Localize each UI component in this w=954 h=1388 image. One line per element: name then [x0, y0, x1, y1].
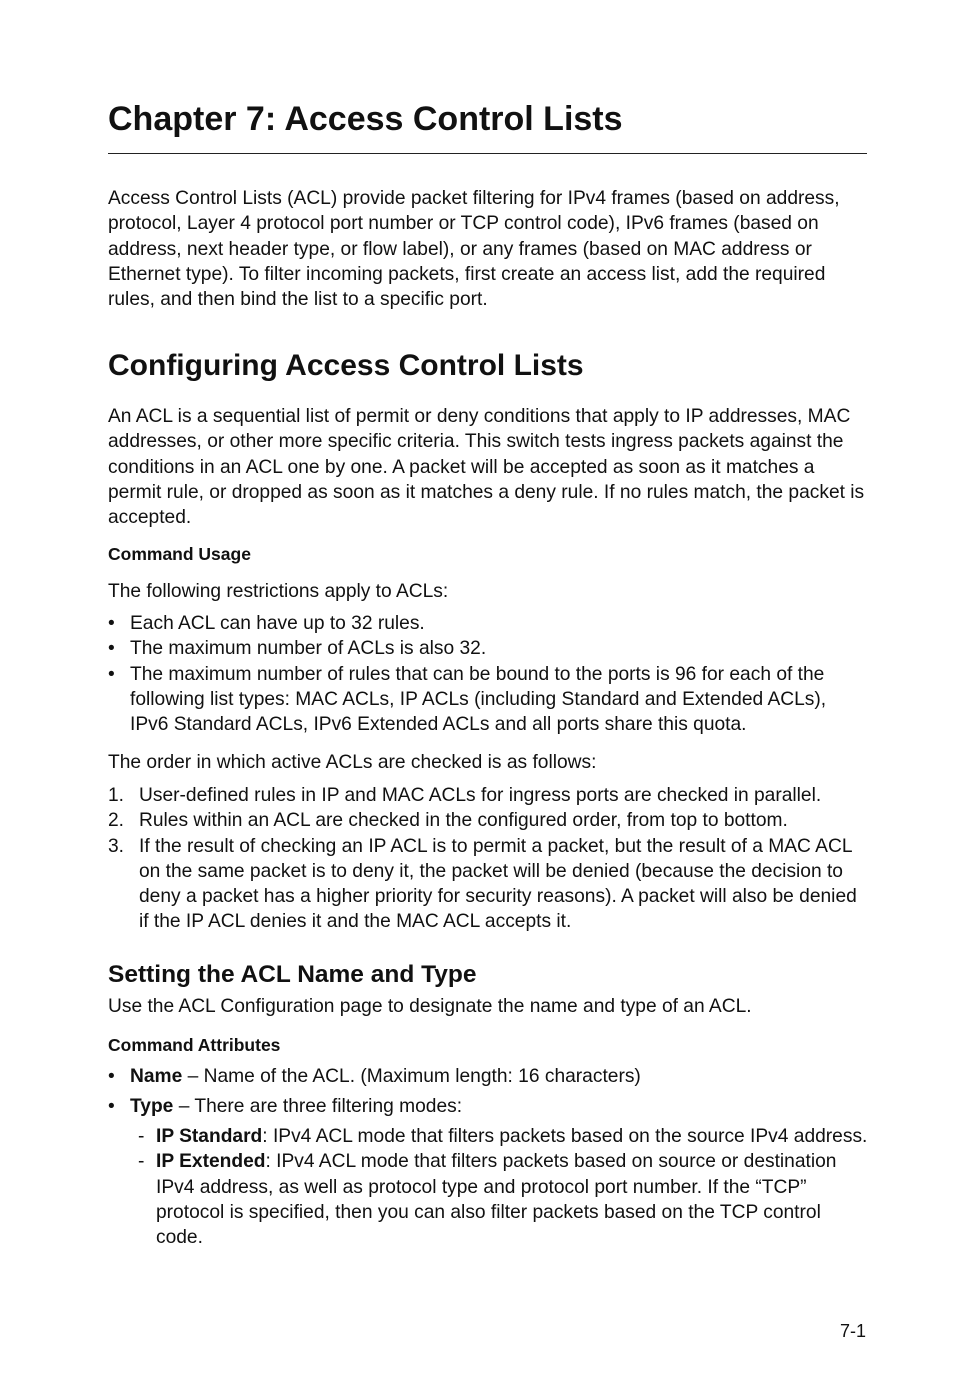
list-item — [108, 783, 868, 808]
mode-term: IP Standard — [156, 1126, 263, 1147]
chapter-divider — [108, 153, 867, 154]
section-heading-acl-name-type: Setting the ACL Name and Type — [108, 961, 477, 988]
command-attributes-heading: Command Attributes — [108, 1035, 281, 1055]
mode-desc: : IPv4 ACL mode that filters packets based on source or destination IPv4 address, as well as protocol type and protocol port number. If the “TCP” protocol is specified, then you can also filter packets based on the TCP control code. — [156, 1151, 837, 1249]
mode-desc: : IPv4 ACL mode that filters packets based on the source IPv4 address. — [262, 1126, 868, 1147]
list-item — [108, 808, 868, 833]
bullet-marker: • — [108, 663, 115, 685]
intro-paragraph: Access Control Lists (ACL) provide packet filtering for IPv4 frames (based on address, protocol, Layer 4 protocol port number or TCP control code), IPv6 frames (based on address, next header type, or flow label), or any frames (based on MAC address or Ethernet type). To filter incoming packets, first create an access list, add the required rules, and then bind the list to a specific port. — [108, 188, 840, 311]
list-item — [108, 611, 868, 636]
number-marker: 2. — [108, 810, 125, 832]
list-item — [108, 662, 868, 738]
dash-marker: - — [138, 1126, 145, 1147]
restrictions-intro: The following restrictions apply to ACLs: — [108, 581, 449, 602]
list-item-text: The maximum number of rules that can be bound to the ports is 96 for each of the following list types: MAC ACLs, IP ACLs (including Standard and Extended ACLs), IPv6 Standard ACLs, IPv6 Extended ACLs and all ports share this quota. — [130, 663, 827, 736]
bullet-marker: • — [108, 613, 115, 634]
list-item-text: Rules within an ACL are checked in the configured order, from top to bottom. — [139, 810, 788, 832]
restrictions-list — [108, 611, 868, 737]
bullet-marker: • — [108, 638, 115, 660]
attributes-list — [108, 1064, 868, 1120]
number-marker: 3. — [108, 835, 125, 857]
page-number: 7-1 — [840, 1321, 867, 1341]
section-heading-configuring-acls: Configuring Access Control Lists — [108, 349, 584, 382]
list-item-text: The maximum number of ACLs is also 32. — [130, 638, 487, 660]
list-item — [108, 1149, 868, 1250]
acl-config-description: Use the ACL Configuration page to designate the name and type of an ACL. — [108, 996, 752, 1017]
bullet-marker: • — [108, 1096, 115, 1118]
list-item — [108, 1124, 868, 1149]
dash-marker: - — [138, 1151, 145, 1173]
number-marker: 1. — [108, 785, 125, 806]
list-item-text: User-defined rules in IP and MAC ACLs for ingress ports are checked in parallel. — [139, 785, 822, 806]
mode-term: IP Extended — [156, 1151, 266, 1173]
order-intro: The order in which active ACLs are checked is as follows: — [108, 752, 597, 773]
attribute-desc-name: – Name of the ACL. (Maximum length: 16 characters) — [182, 1066, 641, 1087]
acl-description-paragraph: An ACL is a sequential list of permit or deny conditions that apply to IP addresses, MAC addresses, or other more specific criteria. This switch tests ingress packets against the conditions in an ACL one by one. A packet will be accepted as soon as it matches a permit rule, or dropped as soon as it matches a deny rule. If no rules match, the packet is accepted. — [108, 406, 865, 529]
filter-modes-list — [108, 1124, 868, 1250]
attribute-term-type: Type — [130, 1096, 174, 1118]
attribute-desc-type: – There are three filtering modes: — [173, 1096, 463, 1118]
bullet-marker: • — [108, 1066, 115, 1087]
list-item-text: Each ACL can have up to 32 rules. — [130, 613, 425, 634]
list-item — [108, 1094, 868, 1119]
attribute-term-name: Name — [130, 1066, 183, 1087]
list-item — [108, 1064, 868, 1089]
check-order-list — [108, 783, 868, 935]
list-item — [108, 636, 868, 661]
list-item-text: If the result of checking an IP ACL is to permit a packet, but the result of a MAC ACL on the same packet is to deny it, the packet will be denied (because the decision to deny a packet has a higher priority for security reasons). A packet will also be denied if the IP ACL denies it and the MAC ACL accepts it. — [139, 835, 857, 933]
list-item — [108, 834, 868, 935]
command-usage-heading: Command Usage — [108, 544, 251, 564]
chapter-title: Chapter 7: Access Control Lists — [108, 100, 623, 138]
